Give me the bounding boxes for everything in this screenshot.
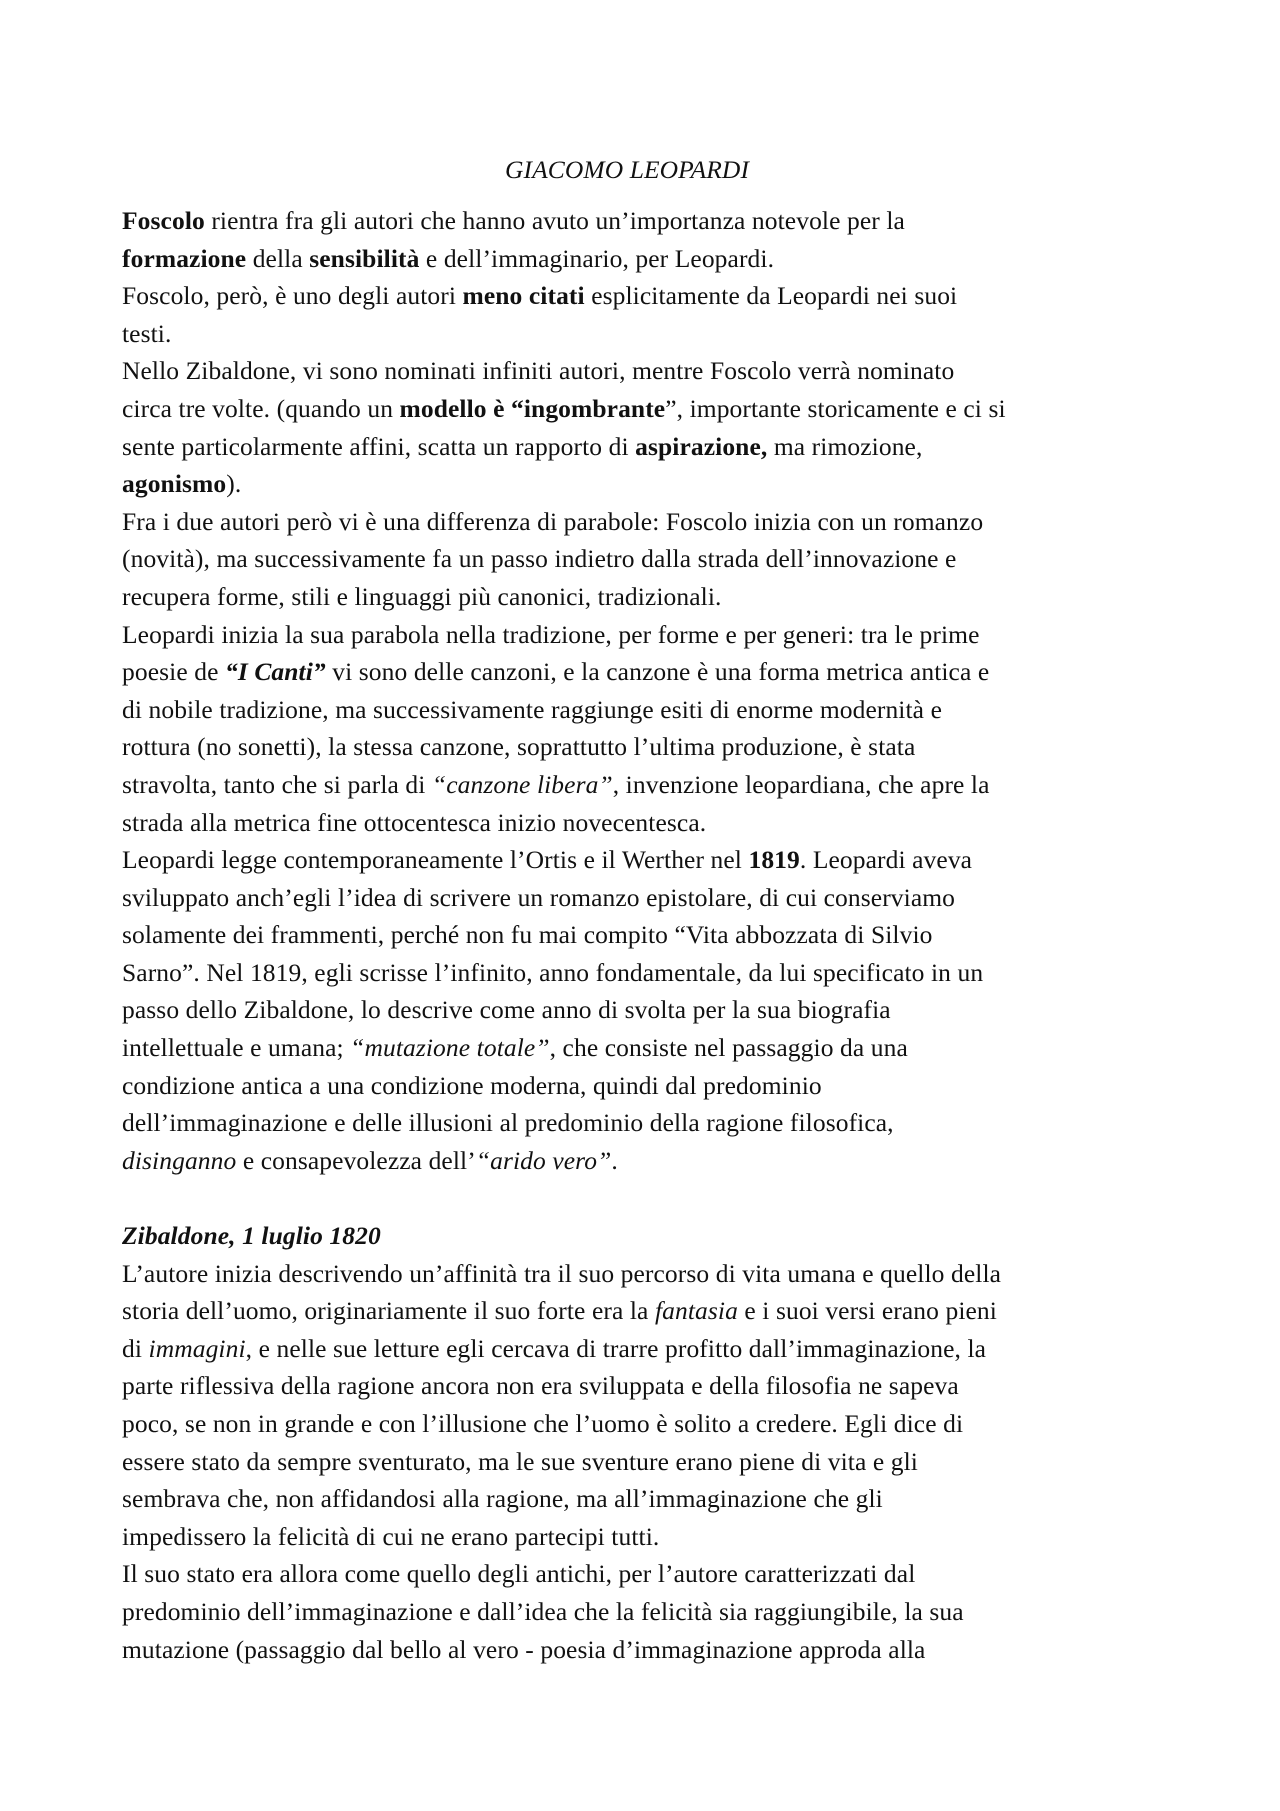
text-line (122, 1443, 1172, 1481)
document-title: GIACOMO LEOPARDI (504, 155, 750, 184)
text-line (122, 202, 1172, 240)
text-run: recupera forme, stili e linguaggi più canonici, tradizionali. (122, 581, 722, 611)
text-line (122, 1593, 1172, 1631)
text-line (122, 616, 1172, 654)
text-run: . Leopardi aveva (799, 845, 973, 875)
text-run: predominio dell’immaginazione e dall’idea che la felicità sia raggiungibile, la sua (122, 1596, 964, 1626)
text-line (122, 1142, 1172, 1180)
text-line (122, 954, 1172, 992)
text-run: Nello Zibaldone, vi sono nominati infiniti autori, mentre Foscolo verrà nominato (122, 356, 955, 386)
emphasized-text: “mutazione totale” (350, 1033, 550, 1063)
text-run: , invenzione leopardiana, che apre la (612, 769, 990, 799)
text-run: vi sono delle canzoni, e la canzone è una forma metrica antica e (325, 657, 990, 687)
text-run: Foscolo, però, è uno degli autori (122, 281, 463, 311)
text-run: sviluppato anch’egli l’idea di scrivere un romanzo epistolare, di cui conserviamo (122, 882, 956, 912)
text-line (122, 390, 1172, 428)
text-run: (novità), ma successivamente fa un passo indietro dalla strada dell’innovazione e (122, 544, 957, 574)
text-run: Sarno”. Nel 1819, egli scrisse l’infinito, anno fondamentale, da lui specificato in un (122, 957, 984, 987)
text-run: sembrava che, non affidandosi alla ragione, ma all’immaginazione che gli (122, 1484, 883, 1514)
text-line (122, 540, 1172, 578)
text-run: e dell’immaginario, per Leopardi. (419, 243, 775, 273)
emphasized-text: sensibilità (309, 243, 420, 273)
text-line (122, 503, 1172, 541)
text-line (122, 1029, 1172, 1067)
text-line (122, 1292, 1172, 1330)
document-body (122, 202, 1172, 1668)
text-run: mutazione (passaggio dal bello al vero - poesia d’immaginazione approda alla (122, 1634, 926, 1664)
text-run: storia dell’uomo, originariamente il suo forte era la (122, 1296, 655, 1326)
emphasized-text: meno citati (462, 281, 585, 311)
blank-line (122, 1179, 1172, 1217)
text-run: della (246, 243, 310, 273)
text-run: ”, importante storicamente e ci si (665, 393, 1006, 423)
text-run: Leopardi legge contemporaneamente l’Ortis e il Werther nel (122, 845, 749, 875)
text-run: solamente dei frammenti, perché non fu mai compito “Vita abbozzata di Silvio (122, 920, 933, 950)
text-run: poesie de (122, 657, 225, 687)
text-line (122, 1555, 1172, 1593)
text-line (122, 653, 1172, 691)
text-run: testi. (122, 318, 172, 348)
emphasized-text: “canzone libera” (431, 769, 613, 799)
emphasized-text: Foscolo (122, 206, 205, 235)
text-run: impedissero la felicità di cui ne erano partecipi tutti. (122, 1521, 660, 1551)
text-run: , e nelle sue letture egli cercava di trarre profitto dall’immaginazione, la (245, 1333, 987, 1363)
emphasized-text: Zibaldone, 1 luglio 1820 (122, 1221, 381, 1251)
text-line (122, 1330, 1172, 1368)
emphasized-text: agonismo (122, 469, 227, 499)
text-line (122, 315, 1172, 353)
text-line (122, 1631, 1172, 1669)
text-run: rientra fra gli autori che hanno avuto un’importanza notevole per la (204, 206, 905, 235)
text-run: di nobile tradizione, ma successivamente raggiunge esiti di enorme modernità e (122, 694, 942, 724)
text-run: passo dello Zibaldone, lo descrive come anno di svolta per la sua biografia (122, 995, 891, 1025)
text-line (122, 691, 1172, 729)
text-run: strada alla metrica fine ottocentesca inizio novecentesca. (122, 807, 707, 837)
text-line (122, 352, 1172, 390)
text-run: stravolta, tanto che si parla di (122, 769, 432, 799)
text-run: ma rimozione, (767, 431, 923, 461)
emphasized-text: formazione (122, 243, 247, 273)
text-line (122, 578, 1172, 616)
text-run: e i suoi versi erano pieni (737, 1296, 997, 1326)
text-line (122, 1518, 1172, 1556)
text-run: Leopardi inizia la sua parabola nella tradizione, per forme e per generi: tra le prime (122, 619, 980, 649)
emphasized-text: aspirazione, (635, 431, 768, 461)
text-line (122, 1067, 1172, 1105)
text-line (122, 1367, 1172, 1405)
text-line (122, 841, 1172, 879)
text-line (122, 1104, 1172, 1142)
text-run: condizione antica a una condizione moderna, quindi dal predominio (122, 1070, 822, 1100)
text-line (122, 766, 1172, 804)
emphasized-text: fantasia (654, 1296, 738, 1326)
text-run: Fra i due autori però vi è una differenza di parabole: Foscolo inizia con un romanzo (122, 506, 984, 536)
emphasized-text: immagini (148, 1333, 246, 1363)
text-run: poco, se non in grande e con l’illusione che l’uomo è solito a credere. Egli dice di (122, 1409, 964, 1438)
text-run: parte riflessiva della ragione ancora non era sviluppata e della filosofia ne sapeva (122, 1371, 959, 1401)
text-run: di (122, 1333, 149, 1363)
text-run: . (611, 1145, 618, 1175)
text-run: essere stato da sempre sventurato, ma le sue sventure erano piene di vita e gli (122, 1446, 918, 1476)
text-line (122, 1405, 1172, 1443)
text-run: , che consiste nel passaggio da una (549, 1033, 908, 1063)
text-line (122, 916, 1172, 954)
text-line (122, 428, 1172, 466)
text-run: Il suo stato era allora come quello degli antichi, per l’autore caratterizzati dal (122, 1559, 916, 1589)
text-line (122, 1480, 1172, 1518)
text-run: rottura (no sonetti), la stessa canzone, soprattutto l’ultima produzione, è stata (122, 732, 916, 762)
text-run: sente particolarmente affini, scatta un rapporto di (122, 431, 636, 461)
text-run: dell’immaginazione e delle illusioni al predominio della ragione filosofica, (122, 1108, 894, 1138)
text-run: ). (226, 469, 242, 499)
text-line (122, 804, 1172, 842)
text-line (122, 991, 1172, 1029)
text-run: L’autore inizia descrivendo un’affinità tra il suo percorso di vita umana e quello della (122, 1258, 1002, 1288)
emphasized-text: disinganno (122, 1145, 237, 1175)
text-line (122, 728, 1172, 766)
text-run: circa tre volte. (quando un (122, 393, 400, 423)
text-run: e consapevolezza dell’ (236, 1145, 476, 1175)
text-line (122, 1217, 1172, 1255)
emphasized-text: “I Canti” (224, 657, 326, 687)
emphasized-text: 1819 (748, 845, 800, 875)
text-line (122, 277, 1172, 315)
text-run: intellettuale e umana; (122, 1033, 351, 1063)
emphasized-text: “arido vero” (475, 1145, 612, 1175)
text-line (122, 465, 1172, 503)
emphasized-text: modello è “ingombrante (399, 393, 666, 423)
text-line (122, 879, 1172, 917)
text-line (122, 1255, 1172, 1293)
text-run: esplicitamente da Leopardi nei suoi (584, 281, 958, 311)
text-line (122, 240, 1172, 278)
document-page (122, 150, 1172, 1668)
